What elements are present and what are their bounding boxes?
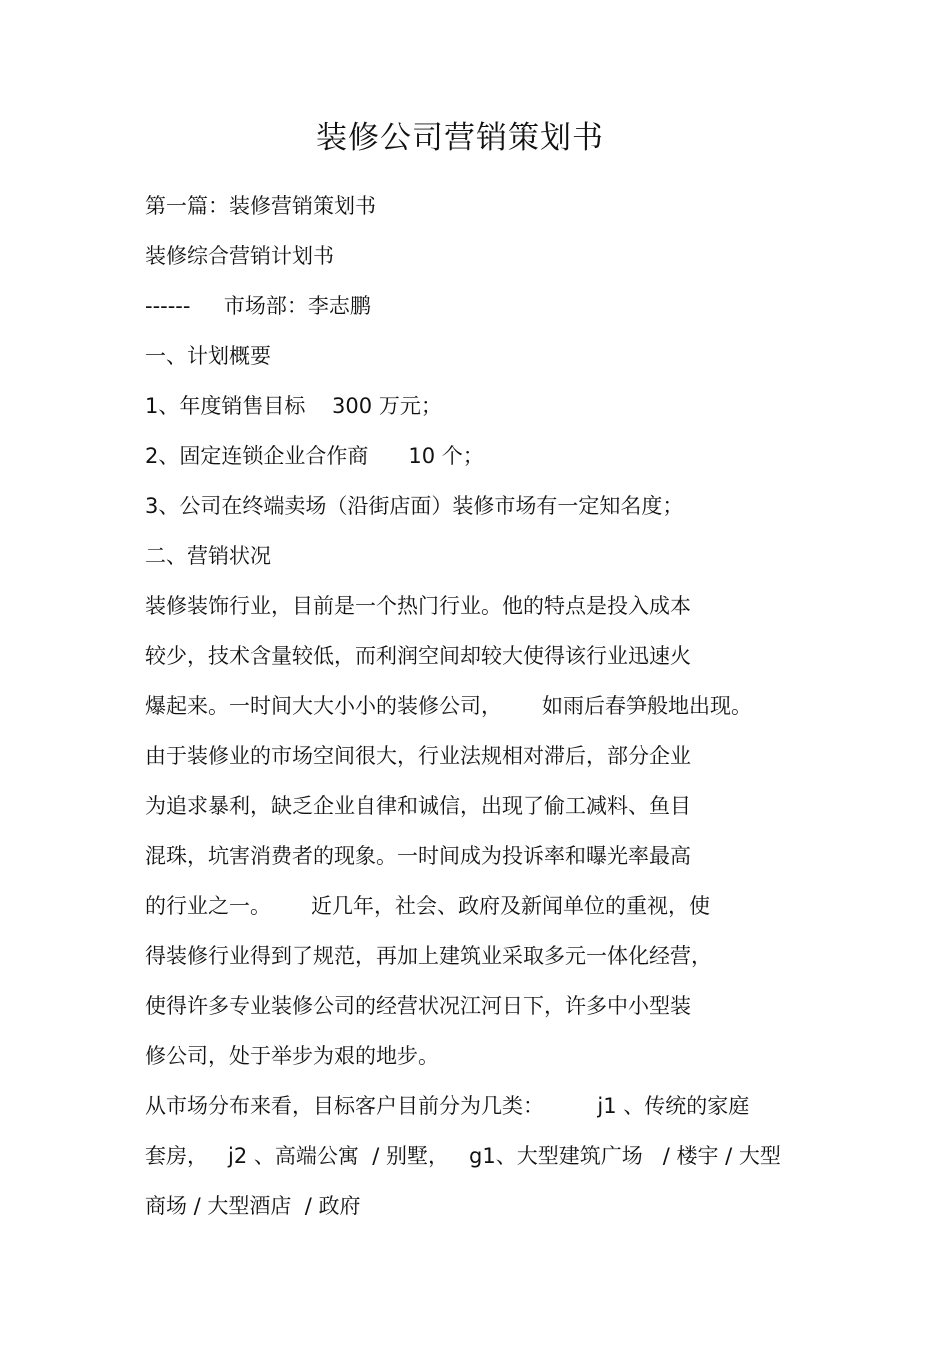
text-line-paragraph: 较少，技术含量较低，而利润空间却较大使得该行业迅速火 <box>145 644 691 668</box>
text-line-section-2: 二、营销状况 <box>145 544 271 568</box>
text-line-paragraph: 修公司，处于举步为艰的地步。 <box>145 1044 439 1068</box>
text-line-part-heading: 第一篇：装修营销策划书 <box>145 194 376 218</box>
text-line-paragraph: 混珠，坑害消费者的现象。一时间成为投诉率和曝光率最高 <box>145 844 691 868</box>
text-line-paragraph: 使得许多专业装修公司的经营状况江河日下，许多中小型装 <box>145 994 691 1018</box>
text-line-section-1: 一、计划概要 <box>145 344 271 368</box>
document-title: 装修公司营销策划书 <box>316 120 604 156</box>
text-line-paragraph: 爆起来。一时间大大小小的装修公司， 如雨后春笋般地出现。 <box>145 694 753 718</box>
text-line-goal-2: 2、固定连锁企业合作商 10 个； <box>145 444 484 468</box>
text-line-paragraph: 得装修行业得到了规范，再加上建筑业采取多元一体化经营， <box>145 944 712 968</box>
text-line-paragraph: 的行业之一。 近几年，社会、政府及新闻单位的重视，使 <box>145 894 711 918</box>
text-line-goal-3: 3、公司在终端卖场（沿街店面）装修市场有一定知名度； <box>145 494 684 518</box>
text-line-goal-1: 1、年度销售目标 300 万元； <box>145 394 442 418</box>
text-line-market: 套房， j2 、高端公寓 / 别墅， g1、大型建筑广场 / 楼宇 / 大型 <box>145 1144 781 1168</box>
text-line-paragraph: 由于装修业的市场空间很大，行业法规相对滞后，部分企业 <box>145 744 691 768</box>
text-line-market: 商场 / 大型酒店 / 政府 <box>145 1194 361 1218</box>
text-line-paragraph: 为追求暴利，缺乏企业自律和诚信，出现了偷工减料、鱼目 <box>145 794 691 818</box>
text-line-market: 从市场分布来看，目标客户目前分为几类： j1 、传统的家庭 <box>145 1094 750 1118</box>
text-line-plan-title: 装修综合营销计划书 <box>145 244 334 268</box>
text-line-paragraph: 装修装饰行业，目前是一个热门行业。他的特点是投入成本 <box>145 594 691 618</box>
text-line-author: ------ 市场部：李志鹏 <box>145 294 371 318</box>
